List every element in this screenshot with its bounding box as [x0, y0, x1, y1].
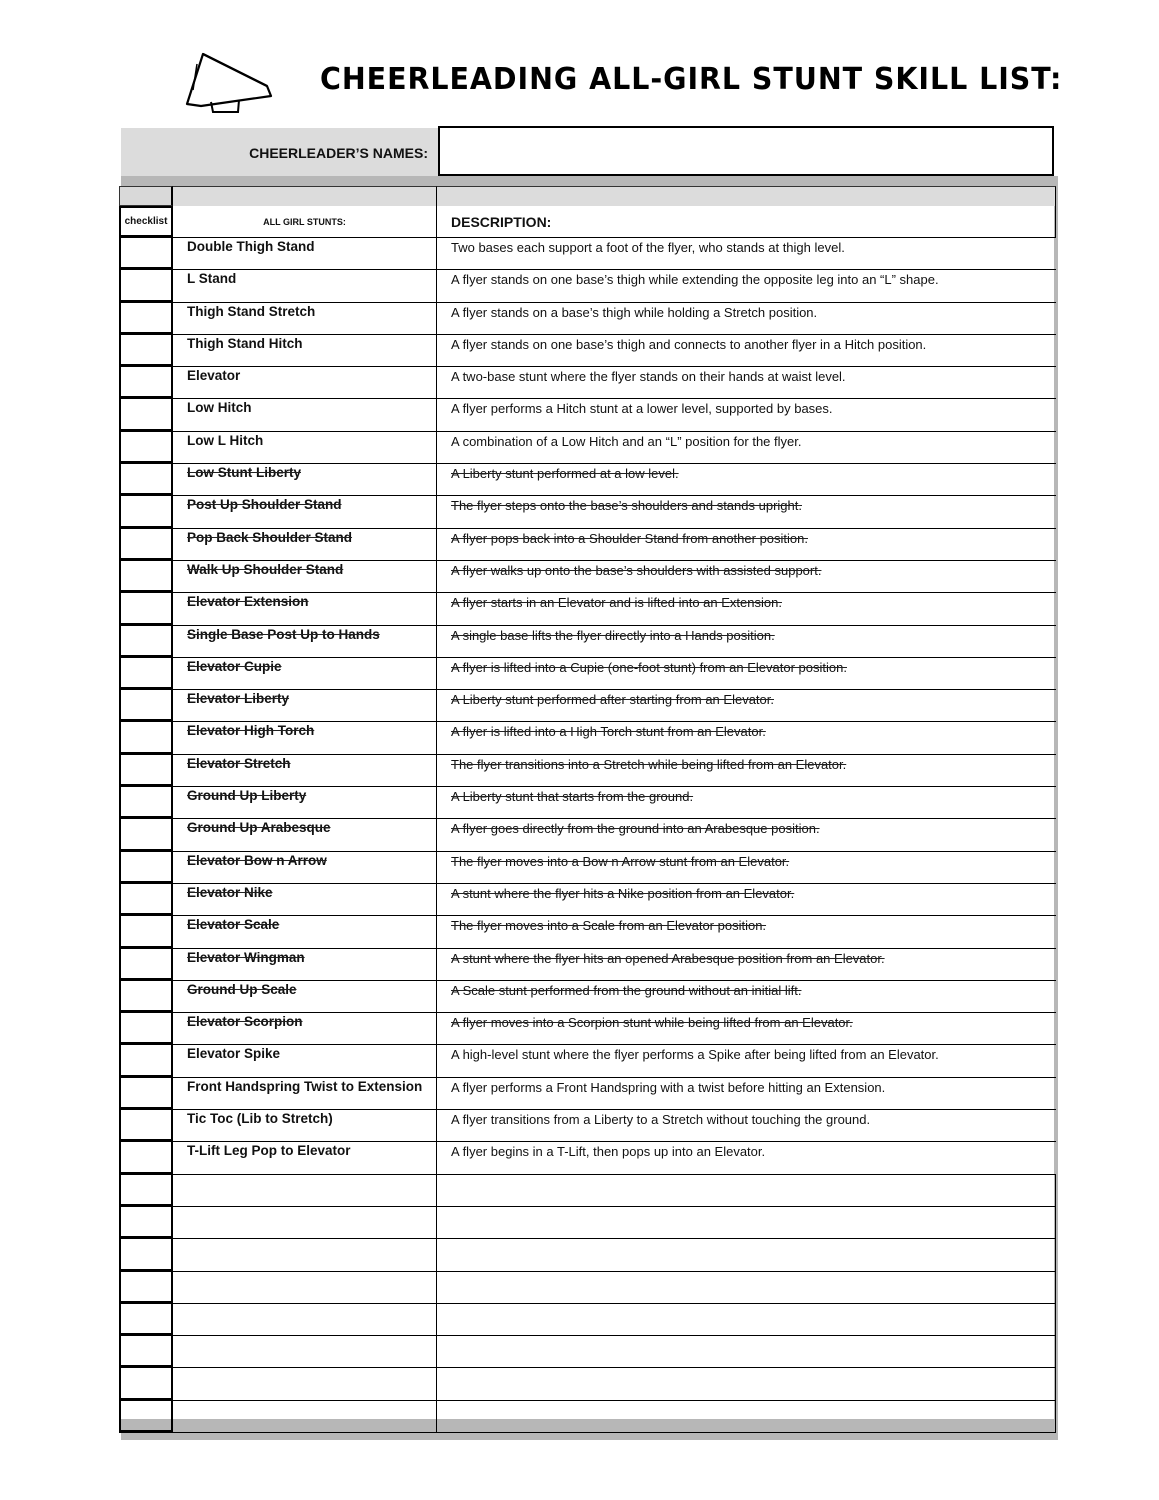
checklist-checkbox[interactable] — [119, 1272, 173, 1303]
names-shadow — [121, 176, 1058, 186]
page-title: CHEERLEADING ALL-GIRL STUNT SKILL LIST: — [320, 62, 1063, 97]
checklist-checkbox[interactable] — [119, 238, 173, 269]
description-cell: The flyer moves into a Bow n Arrow stunt from an Elevator. — [451, 853, 790, 869]
checklist-checkbox[interactable] — [119, 1207, 173, 1238]
table-body — [119, 238, 1056, 1433]
description-cell: A Liberty stunt performed after starting from an Elevator. — [451, 692, 774, 708]
checklist-checkbox[interactable] — [119, 432, 173, 463]
stunt-name-cell: Elevator — [173, 367, 437, 398]
table-row — [119, 852, 1056, 884]
description-cell: A flyer goes directly from the ground into an Arabesque position. — [451, 821, 820, 837]
table-row — [119, 496, 1056, 528]
stunt-name-cell — [173, 1175, 437, 1206]
description-cell — [437, 1207, 1056, 1238]
cheerleader-names-field[interactable] — [438, 126, 1054, 176]
stunt-name-cell: Elevator Extension — [173, 593, 437, 624]
stunt-name-cell: Low Hitch — [173, 399, 437, 430]
table-row — [119, 399, 1056, 431]
description-cell — [437, 1272, 1056, 1303]
description-cell: A Scale stunt performed from the ground without an initial lift. — [451, 982, 802, 998]
stunt-name-cell: T-Lift Leg Pop to Elevator — [173, 1142, 437, 1173]
checklist-checkbox[interactable] — [119, 464, 173, 495]
table-row — [119, 1078, 1056, 1110]
checklist-checkbox[interactable] — [119, 593, 173, 624]
stunt-name-cell: Ground Up Scale — [173, 981, 437, 1012]
description-cell: A high-level stunt where the flyer performs a Spike after being lifted from an Elevator. — [451, 1047, 939, 1063]
checklist-checkbox[interactable] — [119, 884, 173, 915]
description-cell: A flyer transitions from a Liberty to a Stretch without touching the ground. — [451, 1112, 871, 1128]
stunt-name-cell — [173, 1272, 437, 1303]
stunt-name-cell: Elevator Liberty — [173, 690, 437, 721]
description-cell: A Liberty stunt that starts from the ground. — [451, 789, 694, 805]
checklist-checkbox[interactable] — [119, 787, 173, 818]
stunt-name-cell: Elevator Spike — [173, 1045, 437, 1076]
checklist-checkbox[interactable] — [119, 270, 173, 301]
checklist-checkbox[interactable] — [119, 626, 173, 657]
table-row — [119, 1175, 1056, 1207]
table-row — [119, 432, 1056, 464]
checklist-checkbox[interactable] — [119, 496, 173, 527]
description-cell: A flyer stands on one base’s thigh while extending the opposite leg into an “L” shape. — [451, 272, 939, 288]
table-row — [119, 561, 1056, 593]
description-cell: The flyer transitions into a Stretch while being lifted from an Elevator. — [451, 756, 847, 772]
stunt-name-cell: Tic Toc (Lib to Stretch) — [173, 1110, 437, 1141]
description-cell: A flyer starts in an Elevator and is lifted into an Extension. — [451, 595, 782, 611]
stunt-name-cell: Ground Up Liberty — [173, 787, 437, 818]
checklist-checkbox[interactable] — [119, 335, 173, 366]
checklist-checkbox[interactable] — [119, 367, 173, 398]
stunt-name-cell: L Stand — [173, 270, 437, 301]
description-cell: A flyer stands on a base’s thigh while holding a Stretch position. — [451, 304, 818, 320]
spacer-cell — [119, 186, 173, 206]
table-row — [119, 367, 1056, 399]
table-row — [119, 1336, 1056, 1368]
checklist-checkbox[interactable] — [119, 1239, 173, 1270]
table-row — [119, 1207, 1056, 1239]
stunt-name-cell: Elevator Wingman — [173, 949, 437, 980]
stunt-name-cell — [173, 1368, 437, 1399]
description-cell: A flyer begins in a T-Lift, then pops up into an Elevator. — [451, 1144, 766, 1160]
stunt-name-cell — [173, 1401, 437, 1432]
table-row — [119, 1045, 1056, 1077]
checklist-checkbox[interactable] — [119, 303, 173, 334]
checklist-checkbox[interactable] — [119, 755, 173, 786]
stunt-name-cell: Low Stunt Liberty — [173, 464, 437, 495]
stunt-table — [119, 186, 1056, 1433]
stunt-name-cell — [173, 1207, 437, 1238]
table-row — [119, 593, 1056, 625]
checklist-checkbox[interactable] — [119, 690, 173, 721]
checklist-checkbox[interactable] — [119, 1078, 173, 1109]
checklist-checkbox[interactable] — [119, 819, 173, 850]
stunt-name-cell: Elevator Cupie — [173, 658, 437, 689]
table-row — [119, 755, 1056, 787]
stunt-name-cell: Elevator High Torch — [173, 722, 437, 753]
checklist-checkbox[interactable] — [119, 1013, 173, 1044]
spacer-cell — [437, 186, 1056, 206]
table-row — [119, 722, 1056, 754]
table-row — [119, 949, 1056, 981]
table-spacer-row — [119, 186, 1056, 206]
description-cell: A flyer performs a Front Handspring with a twist before hitting an Extension. — [451, 1079, 886, 1095]
stunt-name-cell: Elevator Bow n Arrow — [173, 852, 437, 883]
checklist-checkbox[interactable] — [119, 1401, 173, 1432]
description-cell — [437, 1401, 1056, 1432]
table-row — [119, 690, 1056, 722]
description-cell: Two bases each support a foot of the flyer, who stands at thigh level. — [451, 240, 845, 255]
table-row — [119, 335, 1056, 367]
checklist-checkbox[interactable] — [119, 1142, 173, 1173]
stunt-name-cell: Double Thigh Stand — [173, 238, 437, 269]
checklist-checkbox[interactable] — [119, 1336, 173, 1367]
description-header: DESCRIPTION: — [437, 206, 1056, 237]
table-row — [119, 1110, 1056, 1142]
table-row — [119, 1239, 1056, 1271]
checklist-checkbox[interactable] — [119, 399, 173, 430]
checklist-checkbox[interactable] — [119, 1304, 173, 1335]
checklist-checkbox[interactable] — [119, 658, 173, 689]
checklist-checkbox[interactable] — [119, 916, 173, 947]
stunt-name-cell: Single Base Post Up to Hands — [173, 626, 437, 657]
description-cell: A Liberty stunt performed at a low level. — [451, 466, 679, 482]
stunt-name-cell — [173, 1239, 437, 1270]
description-cell: A single base lifts the flyer directly into a Hands position. — [451, 627, 775, 643]
table-row — [119, 1401, 1056, 1433]
checklist-checkbox[interactable] — [119, 722, 173, 753]
checklist-header: checklist — [119, 206, 173, 237]
table-row — [119, 1272, 1056, 1304]
description-cell: A flyer is lifted into a High Torch stunt from an Elevator. — [451, 724, 766, 740]
spacer-cell — [173, 186, 437, 206]
table-row — [119, 884, 1056, 916]
description-cell: A stunt where the flyer hits a Nike position from an Elevator. — [451, 885, 795, 901]
checklist-checkbox[interactable] — [119, 852, 173, 883]
stunt-name-cell: Elevator Scorpion — [173, 1013, 437, 1044]
table-row — [119, 626, 1056, 658]
stunt-name-cell: Thigh Stand Hitch — [173, 335, 437, 366]
table-row — [119, 658, 1056, 690]
stunt-name-cell: Post Up Shoulder Stand — [173, 496, 437, 527]
stunt-name-cell — [173, 1304, 437, 1335]
checklist-checkbox[interactable] — [119, 561, 173, 592]
description-cell: A flyer stands on one base’s thigh and connects to another flyer in a Hitch position. — [451, 336, 927, 352]
description-cell — [437, 1175, 1056, 1206]
stunt-name-cell: Thigh Stand Stretch — [173, 303, 437, 334]
checklist-checkbox[interactable] — [119, 1175, 173, 1206]
stunts-header: ALL GIRL STUNTS: — [173, 206, 437, 237]
stunt-name-cell: Elevator Nike — [173, 884, 437, 915]
table-row — [119, 1142, 1056, 1174]
description-cell: A flyer moves into a Scorpion stunt while being lifted from an Elevator. — [451, 1015, 853, 1031]
checklist-checkbox[interactable] — [119, 949, 173, 980]
table-row — [119, 787, 1056, 819]
stunt-name-cell: Front Handspring Twist to Extension — [173, 1078, 437, 1109]
stunt-name-cell: Pop Back Shoulder Stand — [173, 529, 437, 560]
table-row — [119, 916, 1056, 948]
table-row — [119, 1013, 1056, 1045]
checklist-checkbox[interactable] — [119, 981, 173, 1012]
table-row — [119, 238, 1056, 270]
description-cell: A stunt where the flyer hits an opened Arabesque position from an Elevator. — [451, 950, 885, 966]
table-row — [119, 981, 1056, 1013]
description-cell: A flyer walks up onto the base’s shoulders with assisted support. — [451, 562, 822, 578]
stunt-name-cell: Ground Up Arabesque — [173, 819, 437, 850]
description-cell: A flyer performs a Hitch stunt at a lower level, supported by bases. — [451, 401, 833, 417]
description-cell: A flyer is lifted into a Cupie (one-foot stunt) from an Elevator position. — [451, 659, 847, 675]
stunt-name-cell: Walk Up Shoulder Stand — [173, 561, 437, 592]
description-cell — [437, 1304, 1056, 1335]
table-row — [119, 270, 1056, 302]
description-cell: A flyer pops back into a Shoulder Stand from another position. — [451, 530, 808, 546]
description-cell: The flyer moves into a Scale from an Elevator position. — [451, 918, 767, 934]
checklist-checkbox[interactable] — [119, 1368, 173, 1399]
table-row — [119, 303, 1056, 335]
megaphone-icon — [183, 50, 278, 120]
checklist-checkbox[interactable] — [119, 1110, 173, 1141]
description-cell: The flyer steps onto the base’s shoulders and stands upright. — [451, 498, 802, 514]
table-row — [119, 529, 1056, 561]
table-row — [119, 1304, 1056, 1336]
description-cell — [437, 1336, 1056, 1367]
checklist-checkbox[interactable] — [119, 1045, 173, 1076]
table-row — [119, 464, 1056, 496]
stunt-name-cell: Low L Hitch — [173, 432, 437, 463]
table-header-row — [119, 206, 1056, 238]
checklist-checkbox[interactable] — [119, 529, 173, 560]
description-cell — [437, 1368, 1056, 1399]
table-row — [119, 1368, 1056, 1400]
names-label: CHEERLEADER’S NAMES: — [249, 145, 428, 161]
table-row — [119, 819, 1056, 851]
stunt-name-cell: Elevator Scale — [173, 916, 437, 947]
description-cell: A combination of a Low Hitch and an “L” position for the flyer. — [451, 433, 802, 449]
stunt-name-cell: Elevator Stretch — [173, 755, 437, 786]
description-cell: A two-base stunt where the flyer stands on their hands at waist level. — [451, 369, 846, 385]
stunt-name-cell — [173, 1336, 437, 1367]
description-cell — [437, 1239, 1056, 1270]
